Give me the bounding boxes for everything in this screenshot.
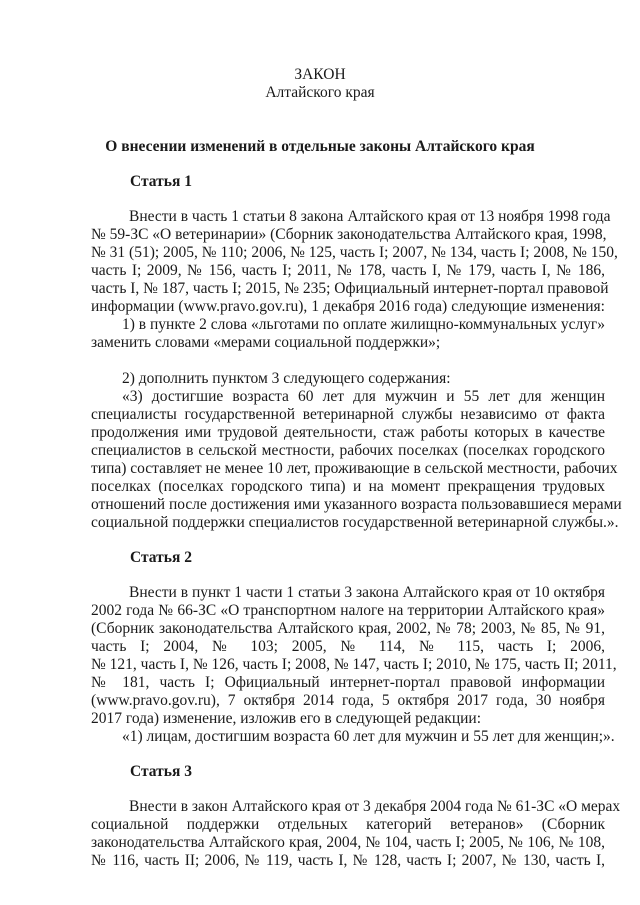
article-1-line: 2) дополнить пунктом 3 следующего содержания: — [122, 370, 451, 387]
article-1-line: «3) достигшие возраста 60 лет для мужчин и 55 лет для женщин — [122, 388, 605, 405]
article-2-line: «1) лицам, достигшим возраста 60 лет для мужчин и 55 лет для женщин;». — [122, 728, 615, 745]
article-3-line: № 116, часть II; 2006, № 119, часть I, № 128, часть I; 2007, № 130, часть I, — [91, 852, 605, 869]
law-title: ЗАКОН — [294, 66, 346, 83]
article-1-line: № 31 (51); 2005, № 110; 2006, № 125, часть I; 2007, № 134, часть I; 2008, № 150, — [91, 244, 618, 261]
article-1-line: Внести в часть 1 статьи 8 закона Алтайского края от 13 ноября 1998 года — [129, 208, 611, 225]
article-2-line: часть I; 2004, № 103; 2005, № 114, № 115, часть I; 2006, — [91, 638, 605, 655]
article-1-line: социальной поддержки специалистов государственной ветеринарной службы.». — [91, 514, 619, 531]
article-2-line: 2002 года № 66-ЗС «О транспортном налоге на территории Алтайского края» — [91, 602, 605, 619]
article-2-line: Внести в пункт 1 части 1 статьи 3 закона Алтайского края от 10 октября — [129, 584, 605, 601]
article-2-line: № 181, часть I; Официальный интернет-портал правовой информации — [91, 674, 605, 691]
article-2-line: (www.pravo.gov.ru), 7 октября 2014 года, 5 октября 2017 года, 30 ноября — [91, 692, 605, 709]
article-1-line: заменить словами «мерами социальной поддержки»; — [91, 334, 441, 351]
article-2-line: № 121, часть I, № 126, часть I; 2008, № 147, часть I; 2010, № 175, часть II; 2011, — [91, 656, 617, 673]
article-1-line: часть I, № 187, часть I; 2015, № 235; Официальный интернет-портал правовой — [91, 280, 609, 297]
article-3-line: социальной поддержки отдельных категорий ветеранов» (Сборник — [91, 816, 605, 833]
article-1-line: поселках (поселках городского типа) и на момент прекращения трудовых — [91, 478, 605, 495]
article-3-line: законодательства Алтайского края, 2004, № 104, часть I; 2005, № 106, № 108, — [91, 834, 605, 851]
article-1-line: часть I; 2009, № 156, часть I; 2011, № 178, часть I, № 179, часть I, № 186, — [91, 262, 605, 279]
article-2-line: (Сборник законодательства Алтайского края, 2002, № 78; 2003, № 85, № 91, — [91, 620, 605, 637]
article-1-line: 1) в пункте 2 слова «льготами по оплате жилищно-коммунальных услуг» — [122, 316, 606, 333]
article-2-line: 2017 года) изменение, изложив его в следующей редакции: — [91, 710, 482, 727]
article-3-title: Статья 3 — [130, 763, 192, 780]
article-1-line: отношений после достижения ими указанного возраста пользовавшиеся мерами — [91, 496, 622, 513]
article-1-line: информации (www.pravo.gov.ru), 1 декабря 2016 года) следующие изменения: — [91, 298, 605, 315]
article-1-line: специалистов в сельской местности, рабочих поселках (поселках городского — [91, 442, 605, 459]
article-2-title: Статья 2 — [130, 549, 192, 566]
law-heading: О внесении изменений в отдельные законы Алтайского края — [105, 138, 535, 155]
law-subtitle: Алтайского края — [265, 84, 375, 101]
article-1-line: продолжения ими трудовой деятельности, стаж работы которых в качестве — [91, 424, 605, 441]
article-1-line: специалисты государственной ветеринарной службы независимо от факта — [91, 406, 605, 423]
article-1-title: Статья 1 — [130, 173, 192, 190]
article-1-line: типа) составляет не менее 10 лет, проживающие в сельской местности, рабочих — [91, 460, 618, 477]
article-3-line: Внести в закон Алтайского края от 3 декабря 2004 года № 61-ЗС «О мерах — [129, 798, 621, 815]
article-1-line: № 59-ЗС «О ветеринарии» (Сборник законодательства Алтайского края, 1998, — [91, 226, 607, 243]
